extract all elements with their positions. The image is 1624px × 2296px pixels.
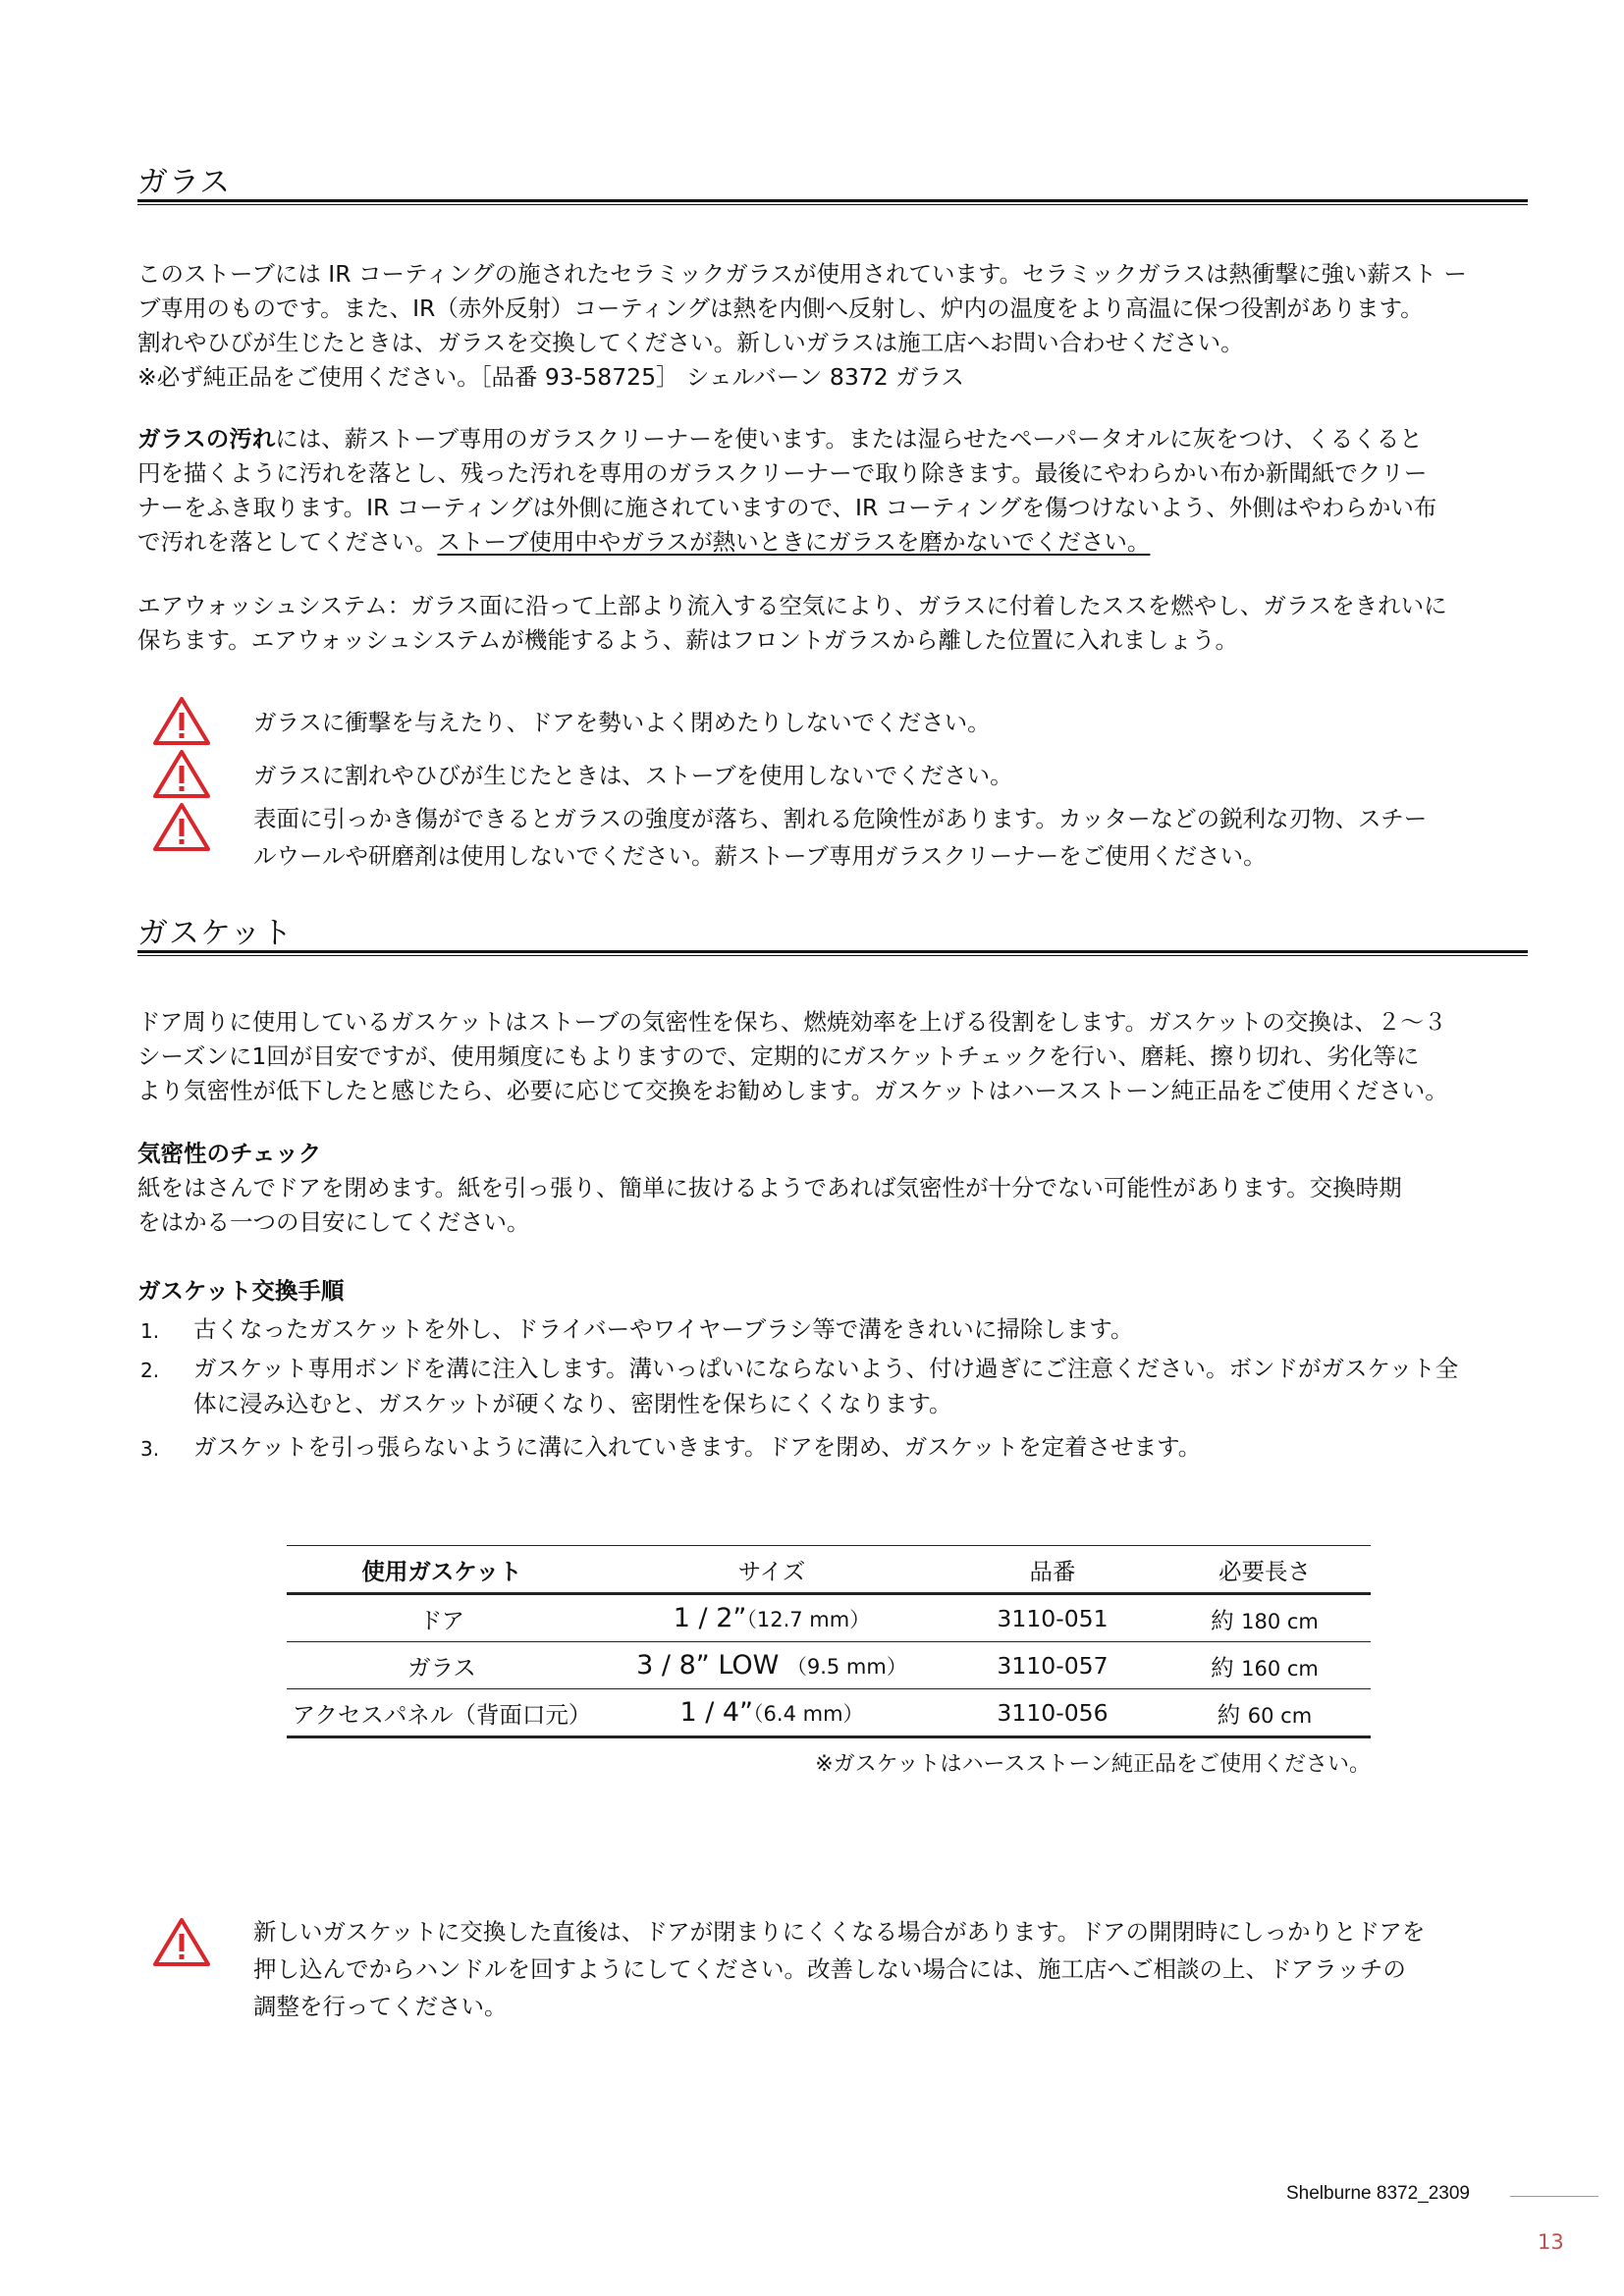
- step-number: 1.: [140, 1319, 160, 1343]
- step-number: 2.: [140, 1359, 160, 1382]
- gasket-size-cell: [597, 1689, 947, 1737]
- gasket-check-heading: 気密性のチェック: [137, 1140, 322, 1167]
- glass-cleaning-lead: ガラスの汚れ: [137, 425, 276, 453]
- length-prefix: 約: [1217, 1700, 1241, 1729]
- gasket-check-line: をはかる一つの目安にしてください。: [137, 1208, 530, 1236]
- gasket-name-cell: ドア: [418, 1606, 465, 1634]
- glass-cleaning-text: には、薪ストーブ専用のガラスクリーナーを使います。または湿らせたペーパータオルに灰をつけ、くるくると: [275, 425, 1423, 453]
- gasket-procedure-heading: [137, 1274, 1528, 1308]
- gasket-part-cell: 3110-057: [997, 1651, 1109, 1680]
- glass-intro-line: 割れやひびが生じたときは、ガラスを交換してください。新しいガラスは施工店へお問い合わせください。: [137, 329, 1244, 356]
- gasket-warning-text: 調整を行ってください。: [253, 1993, 508, 2020]
- section-title-glass: ガラス: [137, 165, 232, 200]
- glass-warning-text: ガラスに衝撃を与えたり、ドアを勢いよく閉めたりしないでください。: [253, 709, 991, 736]
- length-value: 160 cm: [1241, 1656, 1319, 1681]
- length-prefix: 約: [1211, 1653, 1234, 1682]
- document-id: Shelburne 8372_2309: [1286, 2183, 1471, 2204]
- glass-warning-text: ガラスに割れやひびが生じたときは、ストーブを使用しないでください。: [253, 762, 1013, 789]
- gasket-size: 3 / 8” LOW: [636, 1650, 780, 1681]
- gasket-check-line: 紙をはさんでドアを閉めます。紙を引っ張り、簡単に抜けるようであれば気密性が十分でない可能性があります。交換時期: [137, 1174, 1402, 1201]
- table-header-cell: 品番: [1029, 1557, 1076, 1585]
- glass-intro-line: このストーブには IR コーティングの施されたセラミックガラスが使用されています。セラミックガラスは熱衝撃に強い薪スト ー: [137, 260, 1467, 288]
- warning-triangle-icon: [152, 1916, 211, 1967]
- step-text: 体に浸み込むと、ガスケットが硬くなり、密閉性を保ちにくくなります。: [193, 1390, 952, 1417]
- glass-intro: [137, 257, 1528, 395]
- table-row: [287, 1689, 1371, 1737]
- glass-cleaning-text: 円を描くように汚れを落とし、残った汚れを専用のガラスクリーナーで取り除きます。最後にやわらかい布か新聞紙でクリー: [137, 459, 1428, 487]
- length-prefix: 約: [1211, 1606, 1234, 1634]
- gasket-intro-line: ドア周りに使用しているガスケットはストーブの気密性を保ち、燃焼効率を上げる役割をします。ガスケットの交換は、２〜３: [137, 1008, 1447, 1036]
- gasket-size: 1 / 4”: [679, 1697, 754, 1728]
- glass-cleaning: [137, 422, 1528, 560]
- gasket-table: [287, 1545, 1371, 1738]
- table-row: [287, 1594, 1371, 1642]
- gasket-warning-text: 新しいガスケットに交換した直後は、ドアが閉まりにくくなる場合があります。ドアの開閉時にしっかりとドアを: [253, 1918, 1426, 1946]
- glass-airwash-line: 保ちます。エアウォッシュシステムが機能するよう、薪はフロントガラスから離した位置に入れましょう。: [137, 626, 1238, 654]
- gasket-size-mm: （12.7 mm）: [746, 1608, 871, 1631]
- glass-warning-text: ルウールや研磨剤は使用しないでください。薪ストーブ専用ガラスクリーナーをご使用ください。: [253, 842, 1267, 870]
- glass-airwash-line: エアウォッシュシステム：ガラス面に沿って上部より流入する空気により、ガラスに付着したススを燃やし、ガラスをきれいに: [137, 592, 1447, 619]
- gasket-name-cell: アクセスパネル（背面口元）: [292, 1700, 592, 1729]
- gasket-length-cell: [1159, 1689, 1371, 1737]
- gasket-length-cell: [1159, 1642, 1371, 1689]
- warning-triangle-icon: [152, 801, 211, 852]
- glass-intro-line: ※必ず純正品をご使用ください。［品番 93-58725］ シェルバーン 8372 ガラス: [137, 363, 964, 391]
- table-header-row: [287, 1546, 1371, 1594]
- warning-triangle-icon: [152, 695, 211, 746]
- gasket-size: 1 / 2”: [673, 1603, 747, 1633]
- table-header-cell: 必要長さ: [1218, 1557, 1311, 1585]
- section-rule: [137, 199, 1528, 205]
- gasket-length-cell: [1159, 1594, 1371, 1642]
- gasket-name-cell: ガラス: [407, 1653, 476, 1682]
- procedure-heading-text: ガスケット交換手順: [137, 1277, 345, 1305]
- step-number: 3.: [140, 1437, 160, 1461]
- gasket-part-cell: 3110-056: [997, 1698, 1109, 1727]
- glass-cleaning-text: で汚れを落としてください。: [137, 528, 438, 556]
- gasket-table-note: ※ガスケットはハースストーン純正品をご使用ください。: [815, 1752, 1371, 1777]
- section-rule: [137, 950, 1528, 956]
- gasket-check: [137, 1137, 1528, 1240]
- gasket-intro-line: より気密性が低下したと感じたら、必要に応じて交換をお勧めします。ガスケットはハースストーン純正品をご使用ください。: [137, 1077, 1448, 1104]
- warning-triangle-icon: [152, 748, 211, 799]
- gasket-size-cell: [597, 1642, 947, 1689]
- footer-divider: [1510, 2196, 1598, 2197]
- gasket-intro-line: シーズンに1回が目安ですが、使用頻度にもよりますので、定期的にガスケットチェックを行い、磨耗、擦り切れ、劣化等に: [137, 1042, 1420, 1070]
- section-title-gasket: ガスケット: [137, 916, 294, 951]
- table-row: [287, 1642, 1371, 1689]
- glass-airwash: [137, 589, 1528, 658]
- page-number: 13: [1538, 2230, 1564, 2254]
- gasket-part-cell: 3110-051: [997, 1604, 1109, 1632]
- table-header-cell: 使用ガスケット: [361, 1557, 522, 1585]
- gasket-size-mm: （9.5 mm）: [785, 1655, 907, 1679]
- glass-cleaning-caution: ストーブ使用中やガラスが熱いときにガラスを磨かないでください。: [437, 528, 1151, 556]
- glass-intro-line: ブ専用のものです。また、IR（赤外反射）コーティングは熱を内側へ反射し、炉内の温度をより高温に保つ役割があります。: [137, 294, 1424, 322]
- gasket-warning-text: 押し込んでからハンドルを回すようにしてください。改善しない場合には、施工店へご相談の上、ドアラッチの: [253, 1955, 1406, 1983]
- length-value: 60 cm: [1247, 1703, 1313, 1728]
- glass-warning-text: 表面に引っかき傷ができるとガラスの強度が落ち、割れる危険性があります。カッターなどの鋭利な刃物、スチー: [253, 805, 1428, 832]
- gasket-intro: [137, 1005, 1528, 1108]
- step-text: ガスケット専用ボンドを溝に注入します。溝いっぱいにならないよう、付け過ぎにご注意ください。ボンドがガスケット全: [193, 1355, 1459, 1382]
- glass-cleaning-text: ナーをふき取ります。IR コーティングは外側に施されていますので、IR コーティングを傷つけないよう、外側はやわらかい布: [137, 494, 1437, 521]
- gasket-size-cell: [597, 1594, 947, 1642]
- table-header-cell: サイズ: [737, 1557, 806, 1585]
- step-text: 古くなったガスケットを外し、ドライバーやワイヤーブラシ等で溝をきれいに掃除します。: [193, 1315, 1134, 1343]
- step-text: ガスケットを引っ張らないように溝に入れていきます。ドアを閉め、ガスケットを定着させます。: [193, 1433, 1202, 1461]
- gasket-size-mm: （6.4 mm）: [753, 1702, 864, 1726]
- length-value: 180 cm: [1241, 1609, 1319, 1633]
